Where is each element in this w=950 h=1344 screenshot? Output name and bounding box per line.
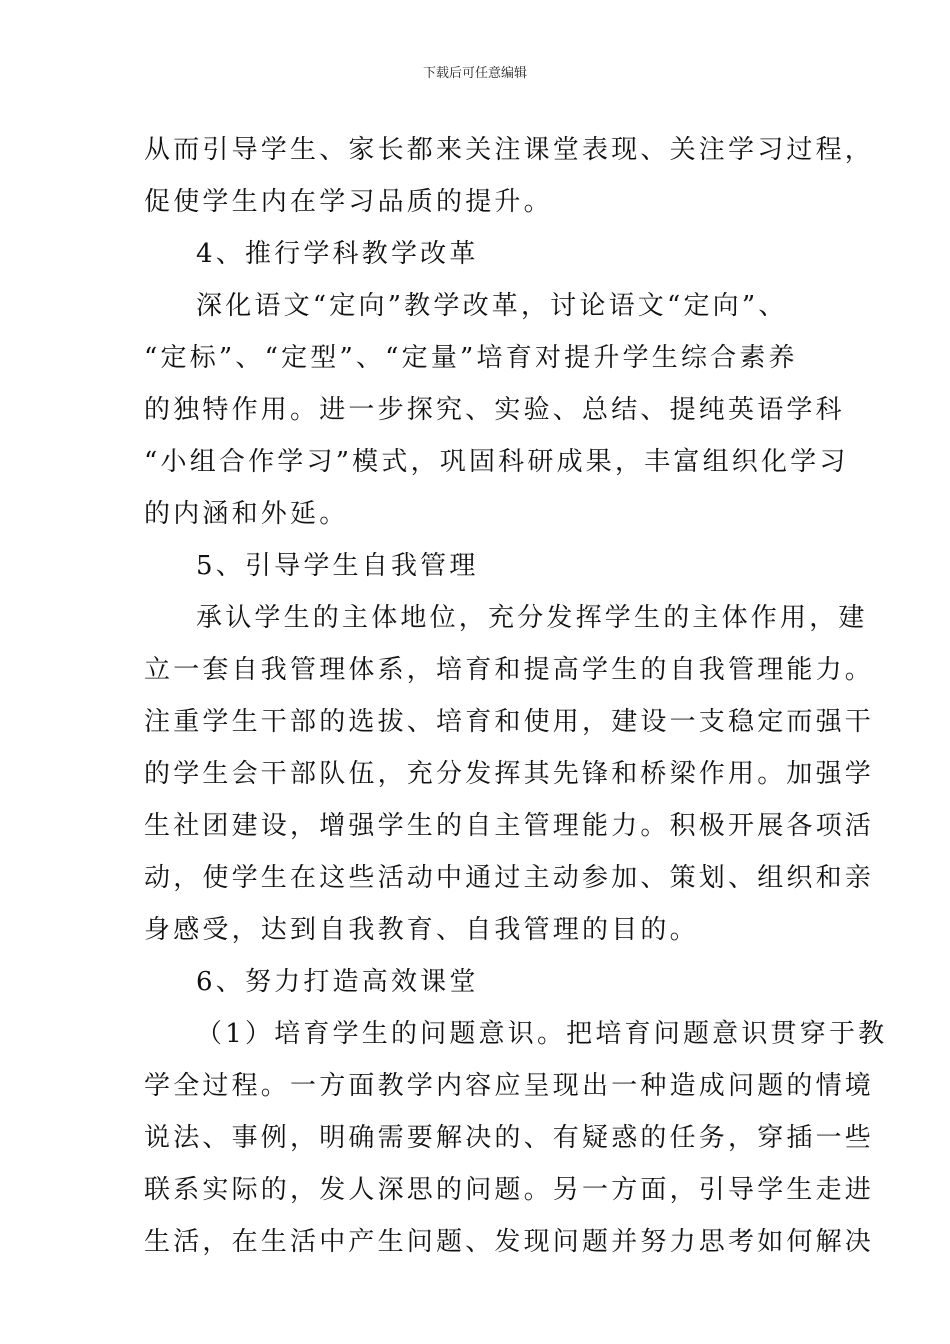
section-heading: 6、努力打造高效课堂 [196, 967, 479, 997]
body-line: 说法、事例，明确需要解决的、有疑惑的任务，穿插一些 [144, 1123, 875, 1153]
paragraph-first-line: （1）培育学生的问题意识。把培育问题意识贯穿于教 [196, 1019, 888, 1049]
body-line: 联系实际的，发人深思的问题。另一方面，引导学生走进 [144, 1175, 875, 1205]
body-line: “小组合作学习”模式，巩固科研成果，丰富组织化学习 [144, 447, 849, 477]
body-line: 促使学生内在学习品质的提升。 [144, 187, 553, 217]
paragraph-first-line: 深化语文“定向”教学改革，讨论语文“定向”、 [196, 291, 788, 321]
body-line: 学全过程。一方面教学内容应呈现出一种造成问题的情境 [144, 1071, 875, 1101]
page-header: 下载后可任意编辑 [422, 66, 527, 81]
section-heading: 5、引导学生自我管理 [196, 551, 479, 581]
body-line: 身感受，达到自我教育、自我管理的目的。 [144, 915, 699, 945]
body-line: 立一套自我管理体系，培育和提高学生的自我管理能力。 [144, 655, 875, 685]
body-line: 生活，在生活中产生问题、发现问题并努力思考如何解决 [144, 1227, 875, 1257]
body-line: 从而引导学生、家长都来关注课堂表现、关注学习过程， [144, 135, 875, 165]
body-line: 的内涵和外延。 [144, 499, 349, 529]
section-heading: 4、推行学科教学改革 [196, 239, 479, 269]
body-line: 的独特作用。进一步探究、实验、总结、提纯英语学科 [144, 395, 845, 425]
body-line: 的学生会干部队伍，充分发挥其先锋和桥梁作用。加强学 [144, 759, 875, 789]
body-line: 注重学生干部的选拔、培育和使用，建设一支稳定而强干 [144, 707, 875, 737]
body-line: “定标”、“定型”、“定量”培育对提升学生综合素养 [144, 343, 798, 373]
body-line: 生社团建设，增强学生的自主管理能力。积极开展各项活 [144, 811, 875, 841]
paragraph-first-line: 承认学生的主体地位，充分发挥学生的主体作用，建 [196, 603, 868, 633]
body-line: 动，使学生在这些活动中通过主动参加、策划、组织和亲 [144, 863, 875, 893]
document-body [144, 124, 888, 1268]
